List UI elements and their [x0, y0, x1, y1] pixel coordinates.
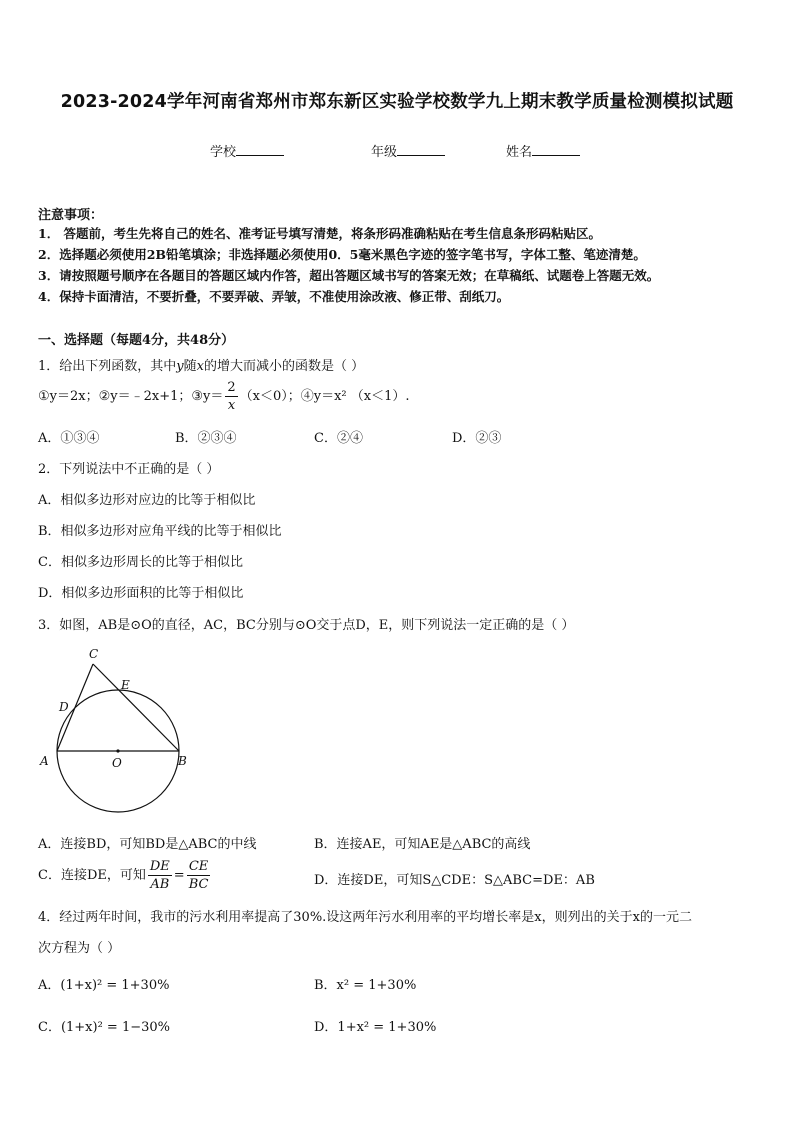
label-c: C — [89, 647, 99, 661]
section1-heading: 一、选择题（每题4分，共48分） — [38, 333, 235, 348]
q1-option-c[interactable]: C．②④ — [314, 431, 363, 446]
grade-blank[interactable] — [397, 143, 445, 156]
q1-functions — [38, 379, 410, 414]
q1-option-a[interactable]: A．①③④ — [38, 431, 100, 446]
grade-field — [371, 141, 445, 160]
label-o: O — [112, 756, 122, 770]
q1-frac-den: x — [227, 398, 236, 413]
q3-option-c[interactable] — [38, 856, 212, 896]
name-label: 姓名 — [506, 145, 533, 160]
q3-optc-f2-den: BC — [188, 877, 209, 892]
q3-option-a[interactable]: A．连接BD，可知BD是△ABC的中线 — [38, 837, 257, 852]
label-a: A — [40, 754, 49, 768]
q4-option-a[interactable]: A．(1+x)² = 1+30% — [38, 978, 170, 993]
label-d: D — [59, 700, 69, 714]
q1-frac-num: 2 — [227, 380, 236, 395]
q3-option-b[interactable]: B．连接AE，可知AE是△ABC的高线 — [314, 837, 531, 852]
q3-optc-frac1 — [148, 858, 172, 893]
q1-var-x: x — [196, 359, 204, 374]
notice-heading: 注意事项： — [38, 208, 104, 223]
name-blank[interactable] — [532, 143, 580, 156]
q4-stem-line2: 次方程为（ ） — [38, 941, 121, 956]
q3-optc-f1-num: DE — [149, 859, 170, 874]
q2-option-b[interactable]: B．相似多边形对应角平线的比等于相似比 — [38, 524, 282, 539]
q3-optc-frac2 — [187, 858, 211, 893]
q1-funcs-a: ①y＝2x；②y＝﹣2x+1；③y＝ — [38, 389, 224, 404]
q3-stem: 3．如图，AB是⊙O的直径，AC，BC分别与⊙O交于点D，E，则下列说法一定正确的是（ ） — [38, 618, 575, 633]
q2-option-a[interactable]: A．相似多边形对应边的比等于相似比 — [38, 493, 256, 508]
q1-stem-c: 的增大而减小的函数是（ ） — [204, 359, 365, 374]
q3-optc-f2-num: CE — [187, 858, 211, 876]
center-point — [116, 749, 119, 752]
q2-option-d[interactable]: D．相似多边形面积的比等于相似比 — [38, 586, 244, 601]
label-e: E — [121, 678, 130, 692]
school-field — [210, 141, 284, 160]
name-field — [506, 141, 580, 160]
q1-option-d[interactable]: D．②③ — [452, 431, 502, 446]
notice-item-4: 4．保持卡面清洁，不要折叠，不要弄破、弄皱，不准使用涂改液、修正带、刮纸刀。 — [38, 289, 510, 304]
q2-stem: 2．下列说法中不正确的是（ ） — [38, 462, 220, 477]
notice-item-1: 1． 答题前，考生先将自己的姓名、准考证号填写清楚，将条形码准确粘贴在考生信息条形码粘贴区。 — [38, 226, 602, 241]
q1-stem-b: 随 — [183, 359, 197, 374]
notice-item-2: 2．选择题必须使用2B铅笔填涂；非选择题必须使用0．5毫米黑色字迹的签字笔书写，字体工整、笔迹清楚。 — [38, 247, 646, 262]
segment-bc — [93, 664, 179, 751]
q2-option-c[interactable]: C．相似多边形周长的比等于相似比 — [38, 555, 243, 570]
label-b: B — [178, 754, 187, 768]
q3-optc-f1-den: AB — [150, 877, 170, 892]
q4-stem-line1: 4．经过两年时间，我市的污水利用率提高了30%.设这两年污水利用率的平均增长率是x，则列出的关于x的一元二 — [38, 910, 692, 925]
q4-option-d[interactable]: D．1+x² = 1+30% — [314, 1020, 437, 1035]
q1-funcs-b: （x＜0）；④y＝x² （x＜1）. — [239, 389, 410, 404]
school-label: 学校 — [210, 145, 237, 160]
q3-figure — [30, 640, 200, 820]
school-blank[interactable] — [236, 143, 284, 156]
q1-option-b[interactable]: B．②③④ — [175, 431, 237, 446]
q3-optc-eq: = — [173, 868, 185, 883]
q4-option-b[interactable]: B．x² = 1+30% — [314, 978, 417, 993]
notice-item-3: 3．请按照题号顺序在各题目的答题区域内作答，超出答题区域书写的答案无效；在草稿纸、试题卷上答题无效。 — [38, 268, 660, 283]
q1-fraction — [225, 379, 237, 414]
q1-var-y: y — [176, 359, 184, 374]
q1-stem-a: 1．给出下列函数，其中 — [38, 359, 177, 374]
q4-option-c[interactable]: C．(1+x)² = 1−30% — [38, 1020, 171, 1035]
q1-stem — [38, 355, 364, 374]
exam-title: 2023-2024学年河南省郑州市郑东新区实验学校数学九上期末教学质量检测模拟试题 — [60, 92, 734, 112]
q3-option-d[interactable]: D．连接DE，可知S△CDE：S△ABC=DE：AB — [314, 873, 595, 888]
grade-label: 年级 — [371, 145, 398, 160]
q3-optc-pre: C．连接DE，可知 — [38, 868, 146, 883]
